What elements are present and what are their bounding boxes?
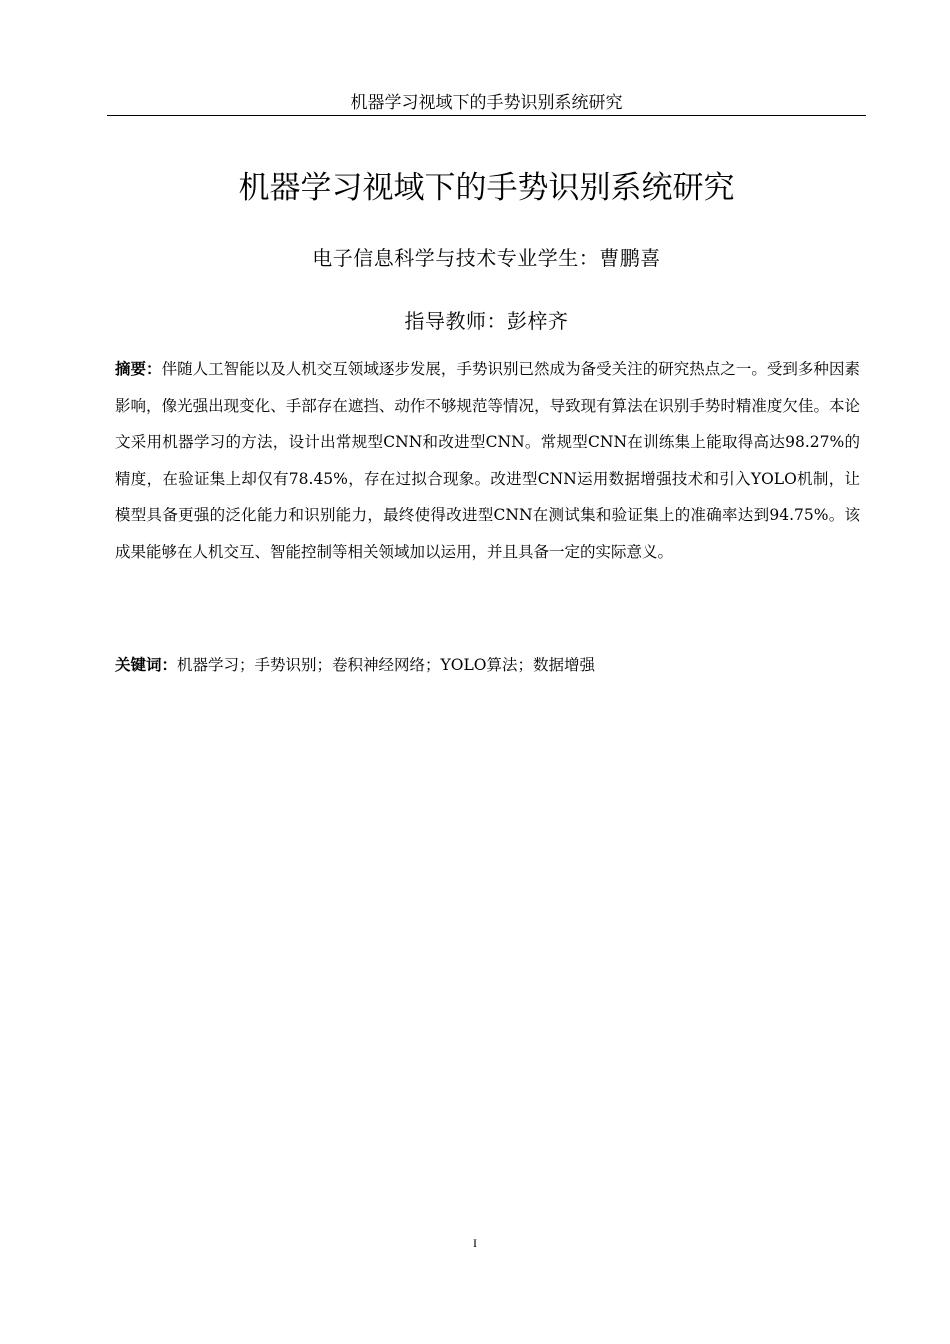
page-number: I bbox=[473, 1236, 477, 1250]
keywords-label: 关键词： bbox=[115, 655, 178, 674]
keywords-paragraph bbox=[115, 651, 860, 679]
paper-title: 机器学习视域下的手势识别系统研究 bbox=[238, 170, 735, 206]
advisor-line: 指导教师：彭梓齐 bbox=[404, 309, 569, 333]
keywords-text: 机器学习；手势识别；卷积神经网络；YOLO算法；数据增强 bbox=[177, 656, 595, 674]
abstract-label: 摘要： bbox=[115, 359, 162, 378]
running-header: 机器学习视域下的手势识别系统研究 bbox=[350, 93, 623, 113]
abstract-text: 伴随人工智能以及人机交互领域逐步发展，手势识别已然成为备受关注的研究热点之一。受到多种因素影响，像光强出现变化、手部存在遮挡、动作不够规范等情况，导致现有算法在识别手势时精准度欠佳。本论文采用机器学习的方法，设计出常规型CNN和改进型CNN。常规型CNN在训练集上能取得高达98.27%的精度，在验证集上却仅有78.45%，存在过拟合现象。改进型CNN运用数据增强技术和引入YOLO机制，让模型具备更强的泛化能力和识别能力，最终使得改进型CNN在测试集和验证集上的准确率达到94.75%。该成果能够在人机交互、智能控制等相关领域加以运用，并且具备一定的实际意义。 bbox=[115, 360, 860, 561]
abstract-paragraph bbox=[115, 351, 860, 570]
author-line: 电子信息科学与技术专业学生：曹鹏喜 bbox=[312, 246, 661, 270]
header-rule bbox=[107, 115, 866, 116]
